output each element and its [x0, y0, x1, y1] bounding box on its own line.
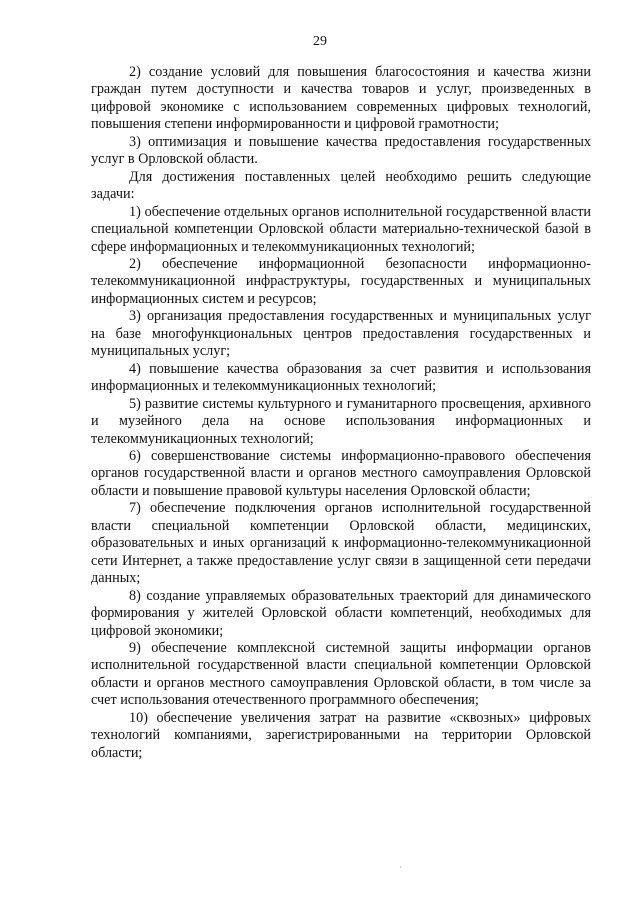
paragraph-task-4: 4) повышение качества образования за счет развития и использования информационных и телекоммуникационных технологий; [91, 360, 591, 395]
paragraph-task-7: 7) обеспечение подключения органов исполнительной государственной власти специальной компетенции Орловской области, медицинских, образовательных и иных организаций к информационно-телекоммуникационной сети Интернет, а также предоставление услуг связи в защищенной сети передачи данных; [91, 500, 591, 587]
paragraph-task-2: 2) обеспечение информационной безопасности информационно-телекоммуникационной инфраструктуры, государственных и муниципальных информационных систем и ресурсов; [91, 255, 591, 307]
paragraph-task-1: 1) обеспечение отдельных органов исполнительной государственной власти специальной компетенции Орловской области материально-технической базой в сфере информационных и телекоммуникационных технологий; [91, 203, 591, 255]
paragraph-task-3: 3) организация предоставления государственных и муниципальных услуг на базе многофункциональных центров предоставления государственных и муниципальных услуг; [91, 308, 591, 360]
paragraph-goal-2: 2) создание условий для повышения благосостояния и качества жизни граждан путем доступности и качества товаров и услуг, произведенных в цифровой экономике с использованием современных цифровых технологий, повышения степени информированности и цифровой грамотности; [91, 64, 591, 133]
paragraph-task-9: 9) обеспечение комплексной системной защиты информации органов исполнительной государственной власти специальной компетенции Орловской области и органов местного самоуправления Орловской области, в том числе за счет использования отечественного программного обеспечения; [91, 639, 591, 709]
scan-speck [400, 866, 401, 868]
paragraph-task-8: 8) создание управляемых образовательных траекторий для динамического формирования у жителей Орловской области компетенций, необходимых для цифровой экономики; [91, 587, 591, 639]
paragraph-task-5: 5) развитие системы культурного и гуманитарного просвещения, архивного и музейного дела на основе использования информационных и телекоммуникационных технологий; [91, 395, 591, 447]
page-number: 29 [313, 34, 327, 49]
paragraph-task-6: 6) совершенствование системы информационно-правового обеспечения органов государственной власти и органов местного самоуправления Орловской области и повышение правовой культуры населения Орловской области; [91, 447, 591, 499]
document-body [91, 64, 591, 762]
paragraph-task-10: 10) обеспечение увеличения затрат на развитие «сквозных» цифровых технологий компаниями, зарегистрированными на территории Орловской области; [91, 709, 591, 761]
paragraph-goal-3: 3) оптимизация и повышение качества предоставления государственных услуг в Орловской области. [91, 133, 591, 168]
paragraph-tasks-intro: Для достижения поставленных целей необходимо решить следующие задачи: [91, 168, 591, 203]
